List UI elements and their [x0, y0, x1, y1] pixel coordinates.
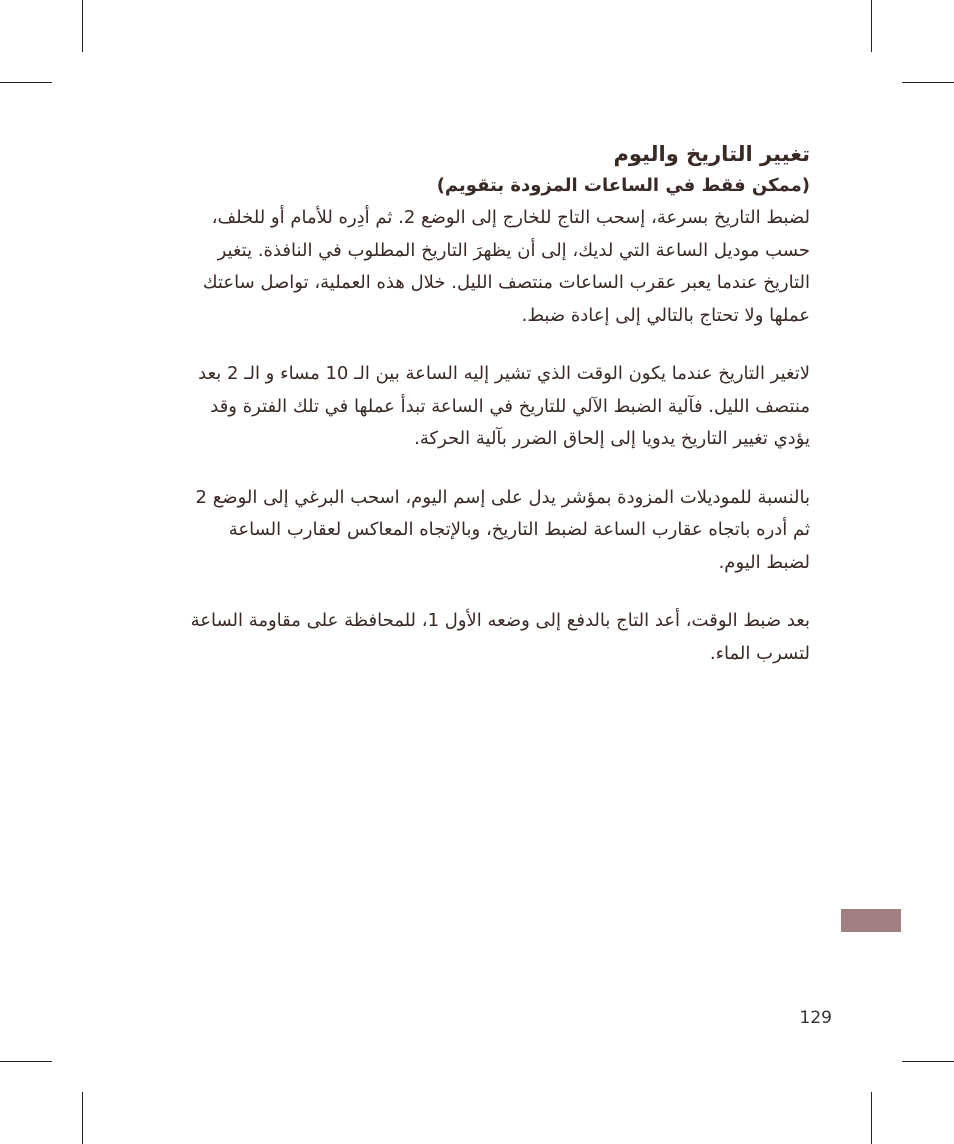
crop-mark-bottom-left: [82, 1092, 83, 1144]
section-title: تغيير التاريخ واليوم: [613, 142, 810, 166]
paragraph-date-warning: لاتغير التاريخ عندما يكون الوقت الذي تشير إليه الساعة بين الـ 10 مساء و الـ 2 بعد منتصف الليل. فآلية الضبط الآلي للتاريخ في الساعة تبدأ عملها في تلك الفترة وقد يؤدي تغيير التاريخ يدويا إلى إلحاق الضرر بآلية الحركة.: [198, 363, 810, 449]
section-subtitle: (ممكن فقط في الساعات المزودة بتقويم): [436, 175, 810, 196]
crop-mark-top-right-h: [902, 82, 954, 83]
page-number: 129: [799, 1008, 832, 1028]
crop-mark-top-left: [82, 0, 83, 52]
paragraph-water-resistance: بعد ضبط الوقت، أعد التاج بالدفع إلى وضعه الأول 1، للمحافظة على مقاومة الساعة لتسرب الماء.: [190, 610, 810, 664]
crop-mark-top-left-h: [0, 82, 52, 83]
crop-mark-top-right: [871, 0, 872, 52]
crop-mark-bottom-left-h: [0, 1061, 52, 1062]
manual-page-content: [180, 138, 810, 696]
crop-mark-bottom-right-h: [902, 1061, 954, 1062]
crop-mark-bottom-right: [871, 1092, 872, 1144]
paragraph-day-indicator: بالنسبة للموديلات المزودة بمؤشر يدل على إسم اليوم، اسحب البرغي إلى الوضع 2 ثم أدره باتجاه عقارب الساعة لضبط التاريخ، وبالإتجاه المعاكس لعقارب الساعة لضبط اليوم.: [195, 486, 810, 573]
paragraph-quick-date-setting: لضبط التاريخ بسرعة، إسحب التاج للخارج إلى الوضع 2. ثم أدِره للأمام أو للخلف، حسب موديل الساعة التي لديك، إلى أن يظهرَ التاريخ المطلوب في النافذة. يتغير التاريخ عندما يعبر عقرب الساعات منتصف الليل. خلال هذه العملية، تواصل ساعتك عملها ولا تحتاج بالتالي إلى إعادة ضبط.: [202, 207, 810, 326]
section-tab-marker: [841, 909, 901, 932]
